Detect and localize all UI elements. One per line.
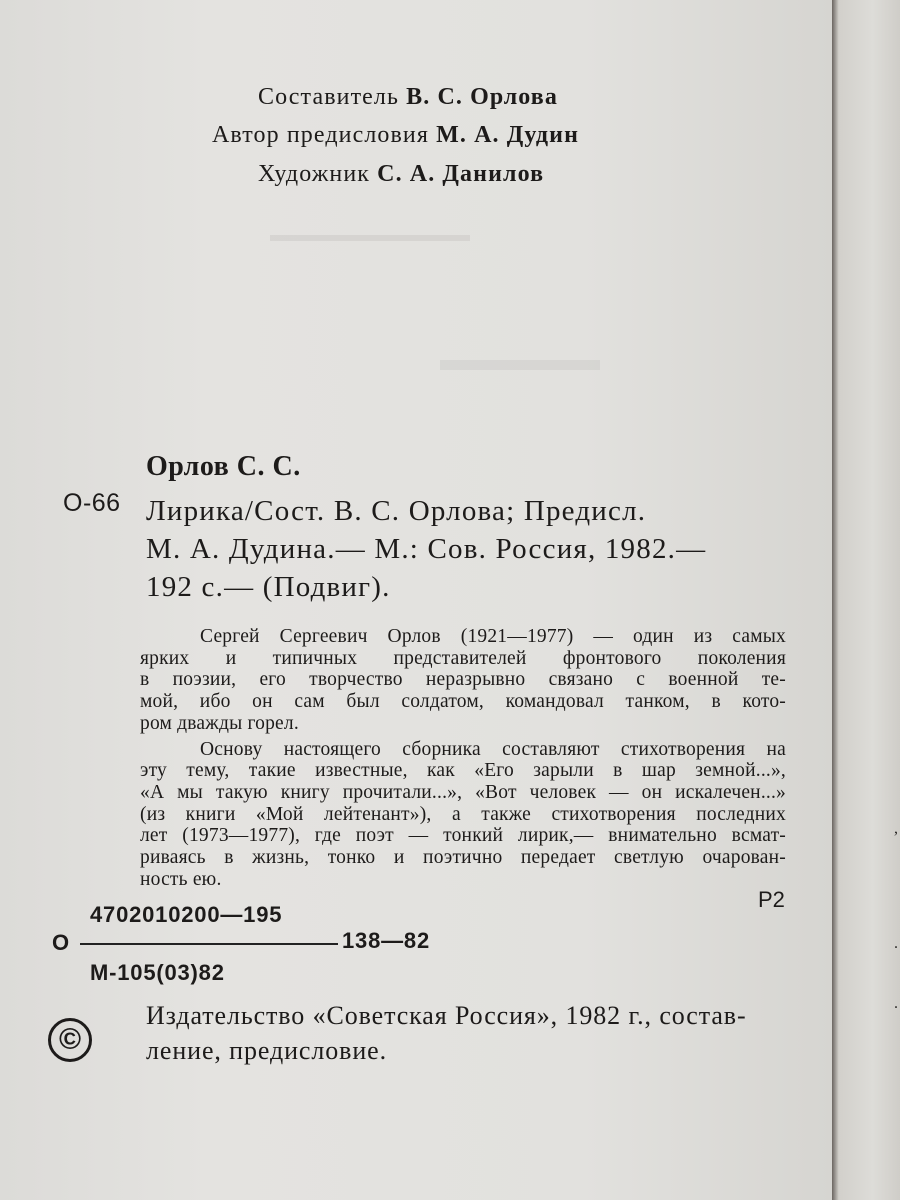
copyright-line: ление, предисловие. <box>146 1036 387 1065</box>
copyright-line: Издательство «Советская Россия», 1982 г., состав- <box>146 1001 747 1030</box>
credit-name: В. С. Орлова <box>406 84 558 110</box>
identifier-suffix: 138—82 <box>342 928 430 953</box>
identifier-denominator: М-105(03)82 <box>90 960 225 985</box>
catalog-code: О-66 <box>63 489 121 517</box>
credit-illustrator <box>258 161 544 188</box>
classification-code: Р2 <box>758 887 785 912</box>
annotation-line: эту тему, такие известные, как «Его зарыли в шар земной...», <box>140 760 786 782</box>
credit-role: Автор предисловия <box>212 122 430 148</box>
annotation-line: Основу настоящего сборника составляют стихотворения на <box>200 738 786 760</box>
copyright-text <box>146 998 747 1068</box>
annotation-line: лет (1973—1977), где поэт — тонкий лирик,— внимательно всмат- <box>140 825 786 847</box>
annotation-line: ность ею. <box>140 868 222 890</box>
annotation-line: мой, ибо он сам был солдатом, командовал танком, в кото- <box>140 691 786 713</box>
show-through-mark <box>270 205 470 241</box>
credit-name: С. А. Данилов <box>377 161 545 187</box>
annotation-line: ярких и типичных представителей фронтового поколения <box>140 647 786 669</box>
catalog-entry-line: М. А. Дудина.— М.: Сов. Россия, 1982.— <box>146 533 707 565</box>
annotation-line: в поэзии, его творчество неразрывно связано с военной те- <box>140 669 786 691</box>
next-page-text-fragment: , <box>894 820 898 837</box>
annotation <box>140 626 786 890</box>
identifier-fraction-line <box>80 943 338 945</box>
credit-compiler <box>258 84 558 111</box>
copyright-icon: © <box>48 1018 92 1062</box>
identifier-prefix: О <box>52 930 70 955</box>
catalog-entry-line: Лирика/Сост. В. С. Орлова; Предисл. <box>146 495 647 527</box>
next-page-text-fragment: . <box>894 935 898 952</box>
identifier-numerator: 4702010200—195 <box>90 902 283 927</box>
credit-preface-author <box>212 122 579 149</box>
show-through-mark <box>440 300 600 370</box>
annotation-line: «А мы такую книгу прочитали...», «Вот человек — он искалечен...» <box>140 781 786 803</box>
annotation-line: (из книги «Мой лейтенант»), а также стихотворения последних <box>140 803 786 825</box>
annotation-line: Сергей Сергеевич Орлов (1921—1977) — один из самых <box>200 626 786 647</box>
catalog-entry <box>146 492 706 606</box>
annotation-paragraph-2 <box>140 739 786 891</box>
next-page-text-fragment: . <box>894 995 898 1012</box>
annotation-line: ром дважды горел. <box>140 712 299 734</box>
credit-role: Составитель <box>258 84 400 110</box>
credit-name: М. А. Дудин <box>436 122 580 148</box>
catalog-entry-line: 192 с.— (Подвиг). <box>146 571 391 603</box>
catalog-author: Орлов С. С. <box>146 451 301 482</box>
annotation-line: риваясь в жизнь, тонко и поэтично передает светлую очарован- <box>140 847 786 869</box>
credit-role: Художник <box>258 161 371 187</box>
annotation-paragraph-1 <box>140 626 786 735</box>
next-page-edge <box>832 0 900 1200</box>
